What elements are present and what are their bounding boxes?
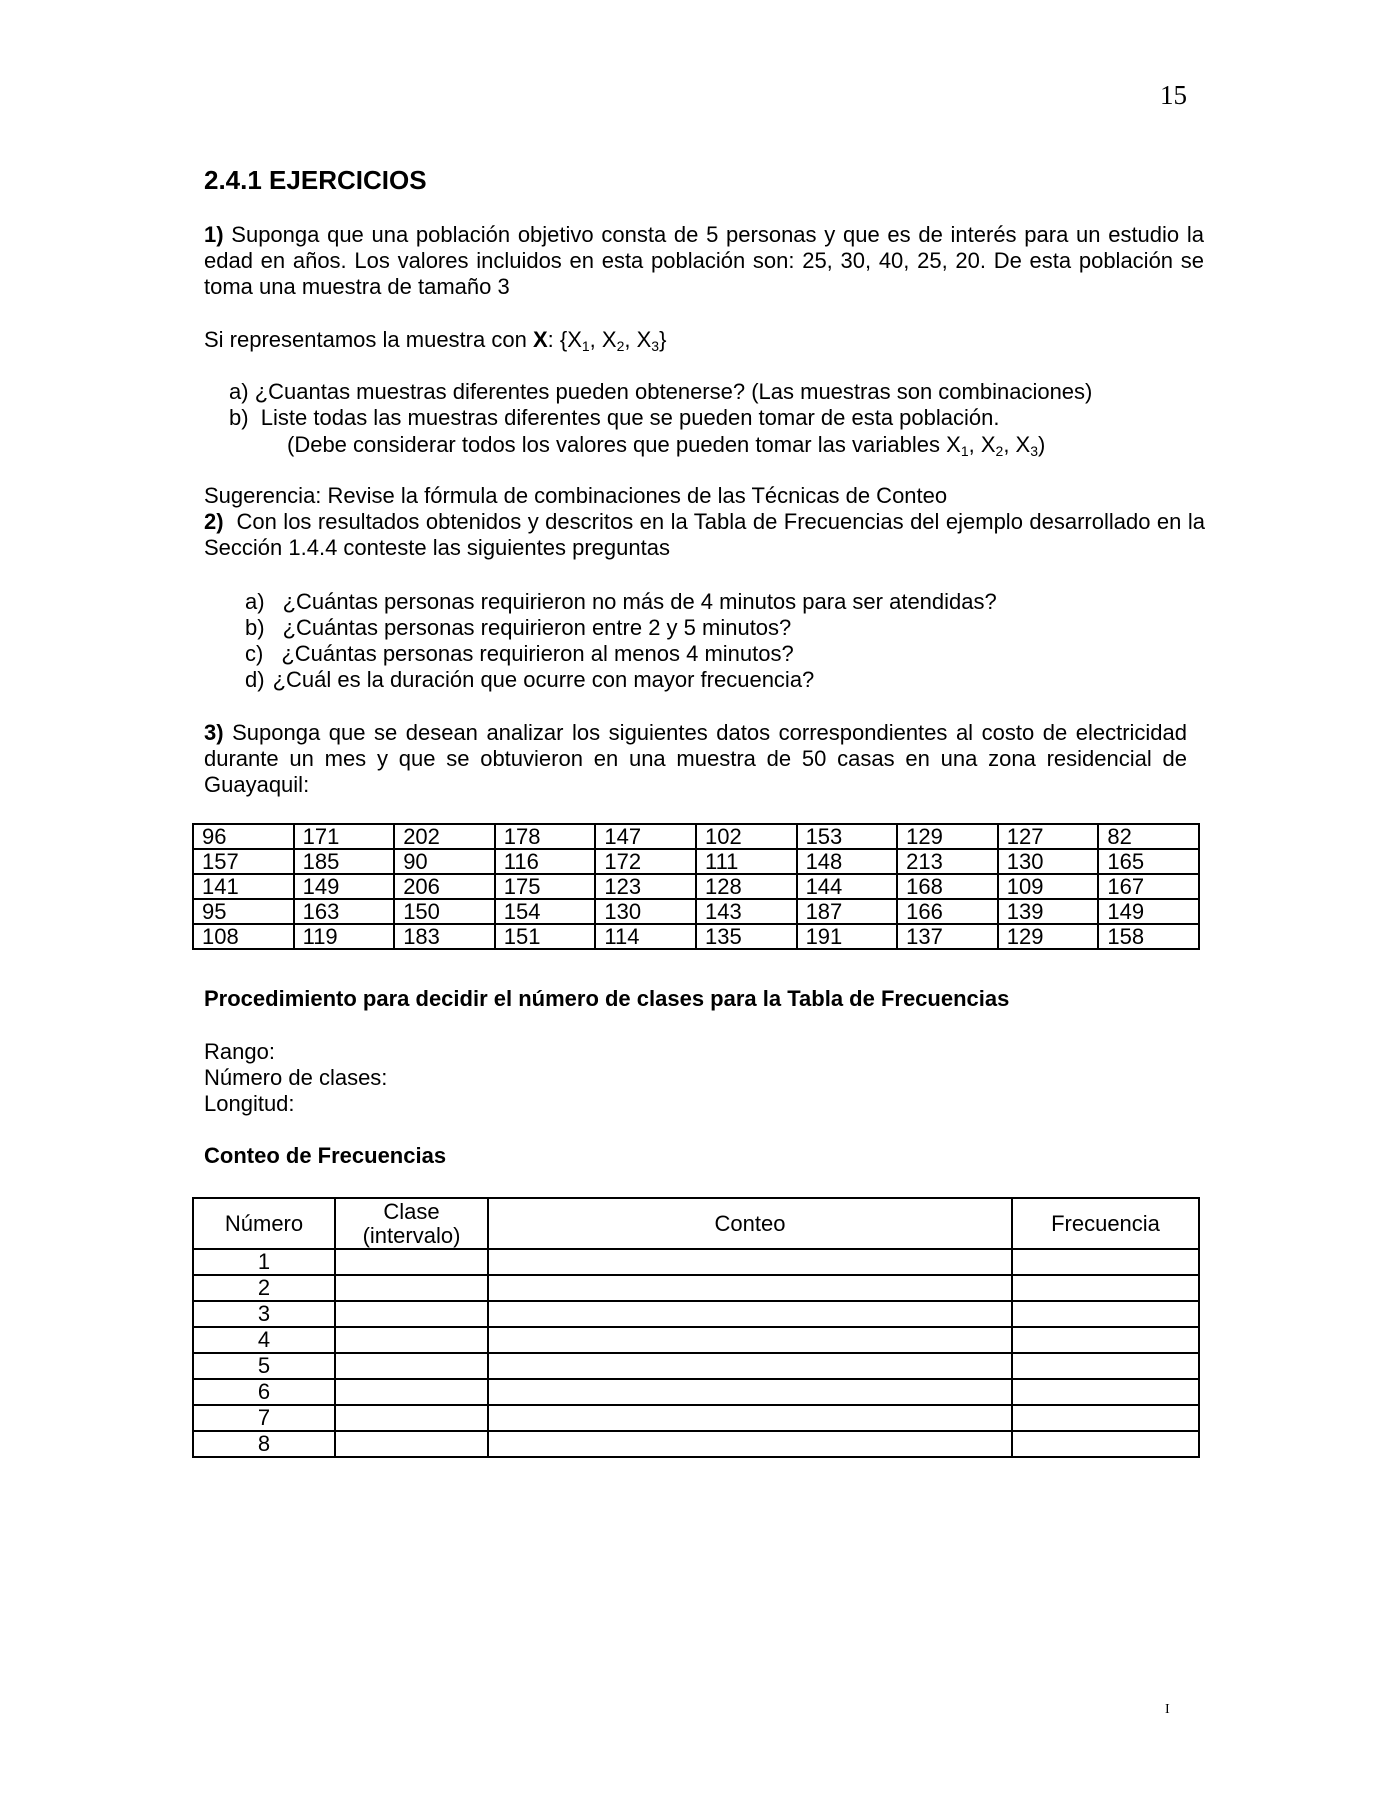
table-cell: 150 (394, 899, 495, 924)
row-number: 8 (193, 1431, 335, 1457)
table-row (193, 1431, 1199, 1457)
exercise-1-question-a: a) ¿Cuantas muestras diferentes pueden obtenerse? (Las muestras son combinaciones) (229, 379, 1093, 404)
table-cell: 129 (998, 924, 1099, 949)
tally-cell[interactable] (488, 1431, 1012, 1457)
exercise-3-number: 3) (204, 720, 224, 745)
exercise-1-question-b: b) Liste todas las muestras diferentes que se pueden tomar de esta población. (229, 405, 1000, 430)
table-cell: 149 (1098, 899, 1199, 924)
class-interval-cell[interactable] (335, 1301, 488, 1327)
table-cell: 141 (193, 874, 294, 899)
table-cell: 157 (193, 849, 294, 874)
table-cell: 108 (193, 924, 294, 949)
exercise-2-question-b: b) ¿Cuántas personas requirieron entre 2 y 5 minutos? (245, 615, 792, 640)
exercise-2-number: 2) (204, 509, 224, 534)
field-longitud: Longitud: (204, 1091, 295, 1116)
table-cell: 165 (1098, 849, 1199, 874)
table-row (193, 1301, 1199, 1327)
frequency-count-heading: Conteo de Frecuencias (204, 1143, 447, 1168)
table-row (193, 899, 1199, 924)
exercise-1-paragraph: 1) Suponga que una población objetivo consta de 5 personas y que es de interés para un estudio la edad en años. Los valores incluidos en esta población son: 25, 30, 40, 25, 20. De esta población se toma una muestra de tamaño 3 (204, 222, 1204, 299)
tally-cell[interactable] (488, 1353, 1012, 1379)
table-cell: 185 (294, 849, 395, 874)
table-cell: 163 (294, 899, 395, 924)
frequency-cell[interactable] (1012, 1327, 1199, 1353)
class-interval-cell[interactable] (335, 1379, 488, 1405)
class-interval-cell[interactable] (335, 1405, 488, 1431)
class-interval-cell[interactable] (335, 1353, 488, 1379)
row-number: 4 (193, 1327, 335, 1353)
table-cell: 135 (696, 924, 797, 949)
table-cell: 213 (897, 849, 998, 874)
frequency-table-header-row (193, 1198, 1199, 1249)
table-cell: 166 (897, 899, 998, 924)
table-cell: 148 (797, 849, 898, 874)
row-number: 1 (193, 1249, 335, 1275)
tally-cell[interactable] (488, 1327, 1012, 1353)
table-cell: 130 (998, 849, 1099, 874)
electricity-cost-data-table (192, 823, 1200, 950)
table-cell: 178 (495, 824, 596, 849)
table-cell: 111 (696, 849, 797, 874)
table-cell: 96 (193, 824, 294, 849)
table-cell: 151 (495, 924, 596, 949)
table-cell: 171 (294, 824, 395, 849)
frequency-count-table (192, 1197, 1200, 1458)
tally-cell[interactable] (488, 1249, 1012, 1275)
class-interval-cell[interactable] (335, 1275, 488, 1301)
table-cell: 175 (495, 874, 596, 899)
column-header-conteo: Conteo (488, 1198, 1012, 1249)
table-row (193, 849, 1199, 874)
row-number: 3 (193, 1301, 335, 1327)
table-row (193, 1327, 1199, 1353)
table-cell: 187 (797, 899, 898, 924)
exercise-2-question-a: a) ¿Cuántas personas requirieron no más de 4 minutos para ser atendidas? (245, 589, 997, 614)
frequency-cell[interactable] (1012, 1249, 1199, 1275)
table-cell: 139 (998, 899, 1099, 924)
table-cell: 144 (797, 874, 898, 899)
exercise-2-paragraph: 2) Con los resultados obtenidos y descritos en la Tabla de Frecuencias del ejemplo desarrollado en la Sección 1.4.4 conteste las siguientes preguntas (204, 509, 1205, 560)
frequency-cell[interactable] (1012, 1379, 1199, 1405)
exercise-1-number: 1) (204, 222, 224, 247)
tally-cell[interactable] (488, 1301, 1012, 1327)
table-cell: 127 (998, 824, 1099, 849)
frequency-cell[interactable] (1012, 1275, 1199, 1301)
table-row (193, 824, 1199, 849)
table-cell: 114 (595, 924, 696, 949)
procedure-heading: Procedimiento para decidir el número de clases para la Tabla de Frecuencias (204, 986, 1010, 1011)
table-row (193, 1249, 1199, 1275)
field-rango: Rango: (204, 1039, 275, 1064)
table-cell: 143 (696, 899, 797, 924)
table-cell: 158 (1098, 924, 1199, 949)
table-cell: 191 (797, 924, 898, 949)
table-cell: 95 (193, 899, 294, 924)
table-cell: 119 (294, 924, 395, 949)
exercise-1-suggestion: Sugerencia: Revise la fórmula de combinaciones de las Técnicas de Conteo (204, 483, 948, 508)
table-row (193, 1405, 1199, 1431)
tally-cell[interactable] (488, 1379, 1012, 1405)
frequency-cell[interactable] (1012, 1353, 1199, 1379)
table-cell: 129 (897, 824, 998, 849)
table-cell: 149 (294, 874, 395, 899)
column-header-clase: Clase (intervalo) (335, 1198, 488, 1249)
table-cell: 206 (394, 874, 495, 899)
class-interval-cell[interactable] (335, 1327, 488, 1353)
table-row (193, 874, 1199, 899)
table-cell: 172 (595, 849, 696, 874)
row-number: 6 (193, 1379, 335, 1405)
table-cell: 130 (595, 899, 696, 924)
section-title: 2.4.1 EJERCICIOS (204, 165, 427, 195)
table-row (193, 924, 1199, 949)
page-number: 15 (1160, 80, 1187, 110)
tally-cell[interactable] (488, 1405, 1012, 1431)
exercise-2-question-d: d) ¿Cuál es la duración que ocurre con mayor frecuencia? (245, 667, 815, 692)
exercise-1-note: (Debe considerar todos los valores que pueden tomar las variables $X_1$, $X_2$, $X_3$) (287, 432, 1046, 459)
row-number: 5 (193, 1353, 335, 1379)
table-cell: 123 (595, 874, 696, 899)
frequency-cell[interactable] (1012, 1405, 1199, 1431)
table-cell: 90 (394, 849, 495, 874)
row-number: 2 (193, 1275, 335, 1301)
exercise-2-question-c: c) ¿Cuántas personas requirieron al menos 4 minutos? (245, 641, 794, 666)
table-cell: 82 (1098, 824, 1199, 849)
frequency-cell[interactable] (1012, 1301, 1199, 1327)
table-cell: 137 (897, 924, 998, 949)
sample-symbol: X (532, 327, 548, 352)
field-numero-de-clases: Número de clases: (204, 1065, 388, 1090)
column-header-numero: Número (193, 1198, 335, 1249)
table-cell: 202 (394, 824, 495, 849)
table-row (193, 1275, 1199, 1301)
sample-definition: Si representamos la muestra con X: {$X_1$, $X_2$, $X_3$} (204, 327, 667, 354)
exercise-3-paragraph: 3) Suponga que se desean analizar los siguientes datos correspondientes al costo de electricidad durante un mes y que se obtuvieron en una muestra de 50 casas en una zona residencial de Guayaquil: (204, 720, 1187, 797)
table-cell: 116 (495, 849, 596, 874)
class-interval-cell[interactable] (335, 1249, 488, 1275)
tally-cell[interactable] (488, 1275, 1012, 1301)
table-cell: 154 (495, 899, 596, 924)
column-header-frecuencia: Frecuencia (1012, 1198, 1199, 1249)
table-cell: 128 (696, 874, 797, 899)
row-number: 7 (193, 1405, 335, 1431)
class-interval-cell[interactable] (335, 1431, 488, 1457)
table-cell: 168 (897, 874, 998, 899)
table-row (193, 1353, 1199, 1379)
table-cell: 183 (394, 924, 495, 949)
table-cell: 102 (696, 824, 797, 849)
table-row (193, 1379, 1199, 1405)
footer-mark: I (1165, 1702, 1170, 1717)
frequency-cell[interactable] (1012, 1431, 1199, 1457)
table-cell: 109 (998, 874, 1099, 899)
table-cell: 167 (1098, 874, 1199, 899)
table-cell: 147 (595, 824, 696, 849)
table-cell: 153 (797, 824, 898, 849)
